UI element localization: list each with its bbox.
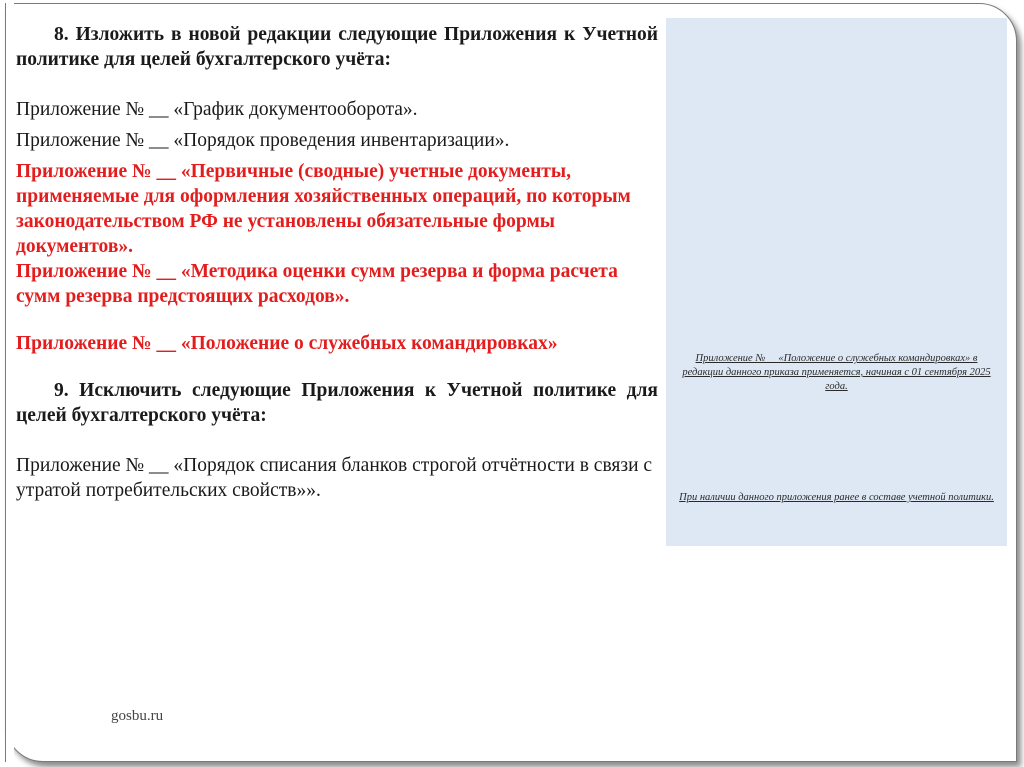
spacer [16,72,658,97]
spacer [16,309,658,331]
comment-travel-note [674,352,999,394]
slide-left-edge [5,3,14,762]
appendix-primary-docs: Приложение № __ «Первичные (сводные) учетные документы, применяемые для оформления хозяйственных операций, по которым законодательством РФ не установлены обязательные формы документов». [16,161,631,257]
appendix-reserve-method: Приложение № __ «Методика оценки сумм резерва и форма расчета сумм резерва предстоящих расходов». [16,261,618,307]
footer-site: gosbu.ru [111,708,164,724]
appendix-inventory: Приложение № __ «Порядок проведения инвентаризации». [16,130,510,151]
section-9-heading: 9. Исключить следующие Приложения к Учетной политике для целей бухгалтерского учёта: [16,380,658,426]
comment-panel [666,18,1007,546]
appendix-business-trips: Приложение № __ «Положение о служебных командировках» [16,333,558,354]
comment-presence-note [674,491,999,505]
spacer [16,356,658,378]
appendix-doc-flow: Приложение № __ «График документооборота». [16,99,418,120]
excluded-appendix: Приложение № __ «Порядок списания бланков строгой отчётности в связи с утратой потребительских свойств»». [16,455,653,501]
spacer [16,428,658,453]
main-content [16,22,658,503]
comment-presence-text: При наличии данного приложения ранее в составе учетной политики. [679,492,994,503]
section-8-heading: 8. Изложить в новой редакции следующие Приложения к Учетной политике для целей бухгалтерского учёта: [16,24,658,70]
comment-travel-text: Приложение №__ «Положение о служебных командировках» в редакции данного приказа применяется, начиная с 01 сентября 2025 года. [682,353,991,392]
